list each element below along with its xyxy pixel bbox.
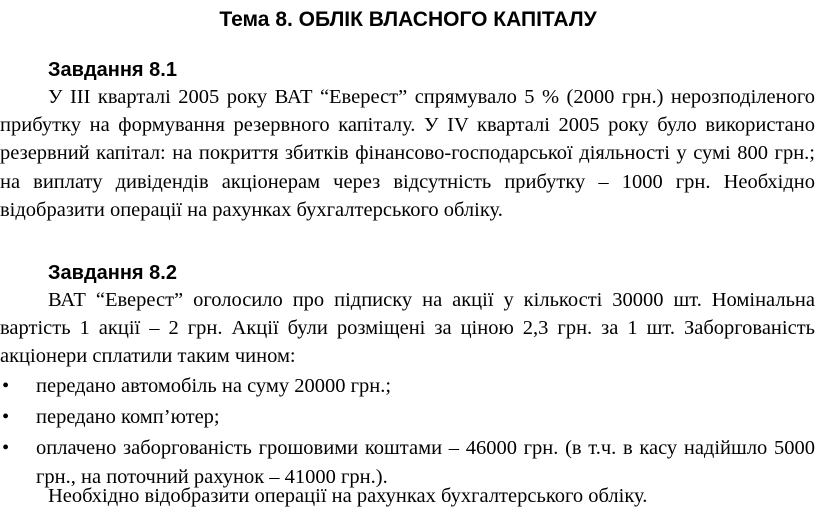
task-8-1-text: У ІІІ кварталі 2005 року ВАТ “Еверест” спрямувало 5 % (2000 грн.) нерозподіленого прибутку на формування резервного капіталу. У IV кварталі 2005 року було використано резервний капітал: на покриття збитків фінансово-господарської діяльності у сумі 800 грн.; на виплату дивідендів акціонерам через відсутність прибутку – 1000 грн. Необхідно відобразити операції на рахунках бухгалтерського обліку. <box>0 86 815 221</box>
task-8-2-closing: Необхідно відобразити операції на рахунках бухгалтерського обліку. <box>48 485 648 507</box>
list-item-text: передано комп’ютер; <box>36 406 220 429</box>
task-8-2-intro: ВАТ “Еверест” оголосило про підписку на акції у кількості 30000 шт. Номінальна вартість 1 акції – 2 грн. Акції були розміщені за ціною 2,3 грн. за 1 шт. Заборгованість акціонери сплатили таким чином: <box>0 289 815 368</box>
bullet-icon: • <box>2 375 10 397</box>
list-item <box>0 372 815 400</box>
list-item-text: передано автомобіль на суму 20000 грн.; <box>36 375 392 397</box>
task-8-2-heading: Завдання 8.2 <box>48 262 177 284</box>
task-8-1-heading: Завдання 8.1 <box>48 59 177 81</box>
bullet-icon: • <box>2 437 10 460</box>
list-item-text: оплачено заборгованість грошовими коштами – 46000 грн. (в т.ч. в касу надійшло 5000 грн., на поточний рахунок – 41000 грн.). <box>36 437 815 488</box>
page-title: Тема 8. ОБЛІК ВЛАСНОГО КАПІТАЛУ <box>219 8 597 31</box>
payment-list <box>0 372 815 491</box>
bullet-icon: • <box>2 406 10 429</box>
list-item <box>0 403 815 431</box>
